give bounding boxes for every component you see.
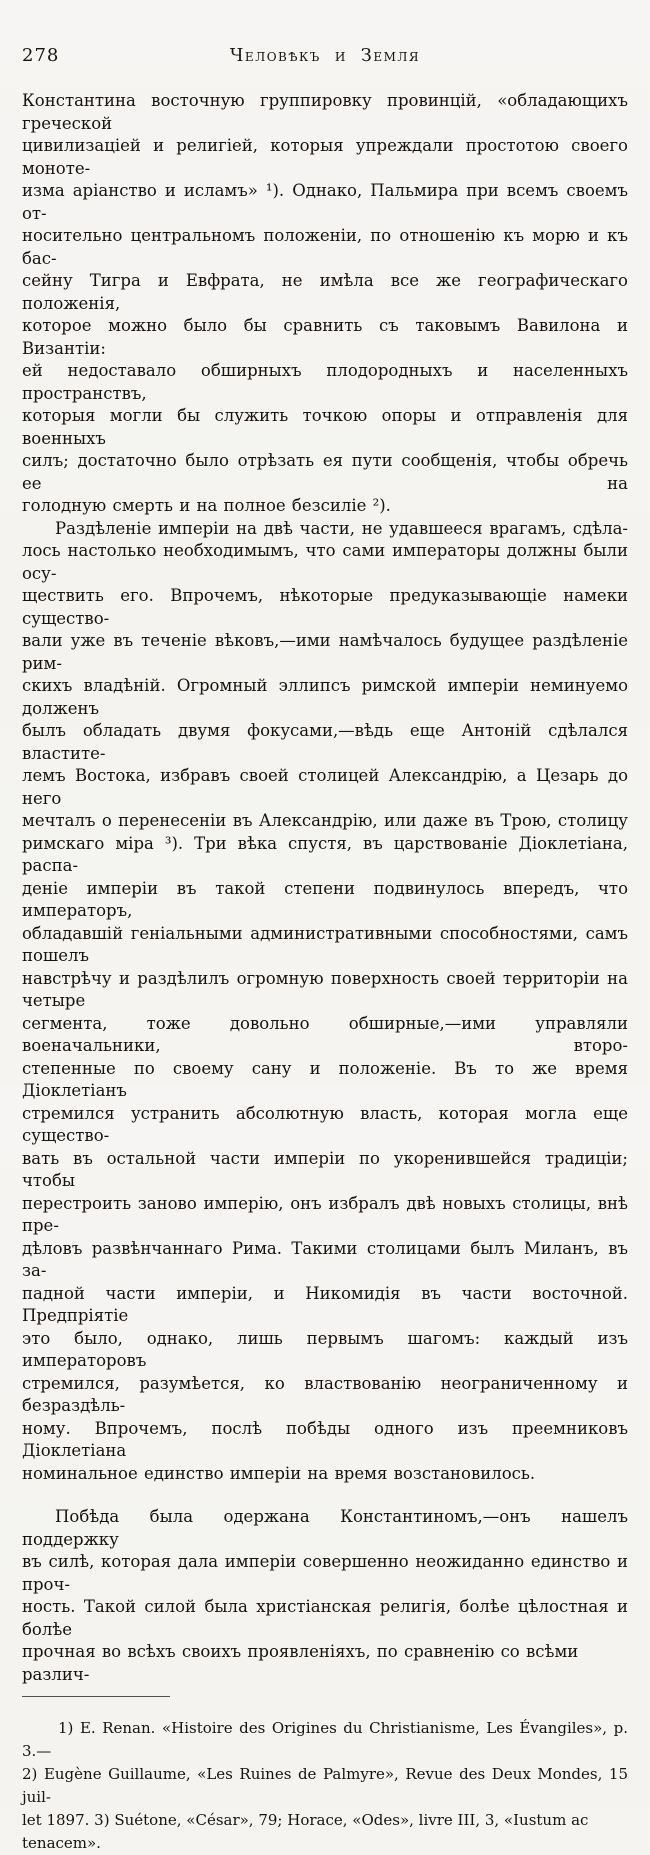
body-text (22, 90, 628, 1686)
text-line: Константина восточную группировку провинцій, «обладающихъ греческой (22, 91, 628, 133)
text-line: сейну Тигра и Евфрата, не имѣла все же географическаго положенія, (22, 271, 628, 313)
paragraph (22, 1506, 628, 1686)
text-line: цивилизаціей и религіей, которыя упреждали простотою своего моноте- (22, 136, 628, 178)
text-line: вать въ остальной части имперіи по укоренившейся традиціи; чтобы (22, 1148, 628, 1190)
text-line: степенные по своему сану и положеніе. Въ то же время Діоклетіанъ (22, 1058, 628, 1100)
running-title: Человѣкъ и Земля (229, 46, 421, 66)
text-line: дѣловъ развѣнчаннаго Рима. Такими столицами былъ Миланъ, въ за- (22, 1238, 628, 1280)
text-line: ность. Такой силой была христіанская религія, болѣе цѣлостная и болѣе (22, 1597, 628, 1639)
text-line: деніе имперіи въ такой степени подвинулось впередъ, что императоръ, (22, 878, 628, 920)
text-line: скихъ владѣній. Огромный эллипсъ римской имперіи неминуемо долженъ (22, 676, 628, 718)
text-line: въ силѣ, которая дала имперіи совершенно неожиданно единство и проч- (22, 1552, 628, 1594)
text-line: стремился, разумѣется, ко властвованію неограниченному и безраздѣль- (22, 1373, 628, 1415)
footnote-line: let 1897. 3) Suétone, «César», 79; Horace, «Odes», livre III, 3, «Iustum ac tenacem». (22, 1811, 589, 1852)
footnote-line: 1) E. Renan. «Histoire des Origines du Christianisme, Les Évangiles», p. 3.— (22, 1719, 628, 1760)
text-line: вали уже въ теченіе вѣковъ,—ими намѣчалось будущее раздѣленіе рим- (22, 631, 628, 673)
text-line: сегмента, тоже довольно обширные,—ими управляли военачальники, второ- (22, 1013, 628, 1055)
text-line: мечталъ о перенесеніи въ Александрію, или даже въ Трою, столицу (22, 811, 628, 830)
text-line: изма аріанство и исламъ» ¹). Однако, Пальмира при всемъ своемъ от- (22, 181, 628, 223)
text-line: номинальное единство имперіи на время возстановилось. (22, 1463, 536, 1483)
text-line: былъ обладать двумя фокусами,—вѣдь еще Антоній сдѣлался властите- (22, 721, 628, 763)
text-line: римскаго міра ³). Три вѣка спустя, въ царствованіе Діоклетіана, распа- (22, 833, 628, 875)
text-line: голодную смерть и на полное безсиліе ²). (22, 496, 391, 515)
text-line: носительно центральномъ положеніи, по отношенію къ морю и къ бас- (22, 226, 628, 268)
text-line: Раздѣленіе имперіи на двѣ части, не удавшееся врагамъ, сдѣла- (55, 518, 628, 538)
paragraph (22, 518, 628, 1486)
text-line: лось настолько необходимымъ, что сами императоры должны были осу- (22, 541, 628, 583)
text-line: ей недоставало обширныхъ плодородныхъ и населенныхъ пространствъ, (22, 361, 628, 403)
text-line: перестроить заново имперію, онъ избралъ двѣ новыхъ столицы, внѣ пре- (22, 1193, 628, 1235)
text-line: падной части имперіи, и Никомидія въ части восточной. Предпріятіе (22, 1283, 628, 1325)
page-number: 278 (22, 45, 60, 66)
paragraph (22, 90, 628, 518)
text-line: это было, однако, лишь первымъ шагомъ: каждый изъ императоровъ (22, 1328, 628, 1370)
text-line: навстрѣчу и раздѣлилъ огромную поверхность своей территоріи на четыре (22, 968, 628, 1010)
footnotes (22, 1717, 628, 1855)
text-line: обладавшій геніальными административными способностями, самъ пошелъ (22, 923, 628, 965)
text-line: ществить его. Впрочемъ, нѣкоторые предуказывающіе намеки существо- (22, 586, 628, 628)
text-line: которыя могли бы служить точкою опоры и отправленія для военныхъ (22, 406, 628, 448)
page-header (22, 45, 628, 67)
footnote-separator (22, 1696, 170, 1697)
text-line: стремился устранить абсолютную власть, которая могла еще существо- (22, 1103, 628, 1145)
text-line: ному. Впрочемъ, послѣ побѣды одного изъ преемниковъ Діоклетіана (22, 1418, 628, 1460)
text-line: лемъ Востока, избравъ своей столицей Александрію, а Цезарь до него (22, 766, 628, 808)
text-line: прочная во всѣхъ своихъ проявленіяхъ, по сравненію со всѣми различ- (22, 1642, 579, 1684)
text-line: Побѣда была одержана Константиномъ,—онъ нашелъ поддержку (22, 1507, 628, 1549)
text-line: которое можно было бы сравнить съ таковымъ Вавилона и Византіи: (22, 316, 628, 358)
footnote-line: 2) Eugène Guillaume, «Les Ruines de Palmyre», Revue des Deux Mondes, 15 juil- (22, 1765, 628, 1806)
text-line: силъ; достаточно было отрѣзать ея пути сообщенія, чтобы обречь ее на (22, 451, 628, 493)
